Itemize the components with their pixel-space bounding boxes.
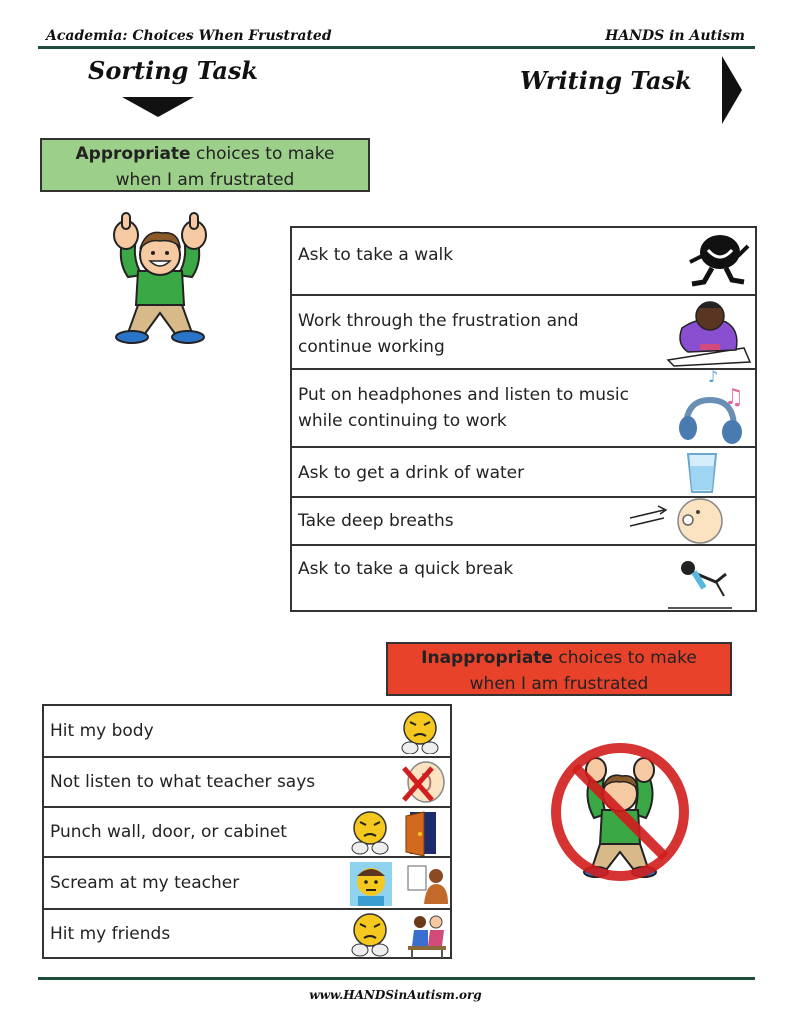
water-glass-icon	[684, 450, 720, 494]
appropriate-label-rest: choices to make	[190, 144, 335, 164]
inappropriate-label	[386, 642, 732, 696]
item-line1: Put on headphones and listen to music	[298, 385, 630, 405]
angry-face-icon	[348, 912, 392, 958]
list-item[interactable]	[292, 296, 755, 370]
inappropriate-label-bold: Inappropriate	[421, 648, 553, 668]
student-writing-icon	[662, 298, 754, 368]
deep-breath-icon	[628, 498, 728, 544]
angry-face-icon	[348, 810, 392, 856]
item-text	[298, 382, 629, 434]
inappropriate-label-line2: when I am frustrated	[469, 674, 649, 694]
thumbs-up-boy-icon	[102, 205, 218, 345]
list-item[interactable]	[292, 370, 755, 448]
sorting-task-title: Sorting Task	[88, 56, 259, 85]
upset-boy-icon	[348, 860, 394, 908]
list-item[interactable]	[44, 706, 450, 758]
footer-rule	[38, 977, 755, 980]
inappropriate-label-rest: choices to make	[552, 648, 697, 668]
list-item[interactable]	[44, 808, 450, 858]
item-line2: while continuing to work	[298, 411, 507, 431]
appropriate-label-bold: Appropriate	[75, 144, 191, 164]
item-text: Hit my friends	[50, 924, 171, 944]
header-org: HANDS in Autism	[605, 28, 745, 44]
item-text: Ask to take a quick break	[298, 559, 514, 579]
header-rule	[38, 46, 755, 49]
headphones-music-icon	[676, 370, 746, 446]
list-item[interactable]	[292, 498, 755, 546]
item-text: Take deep breaths	[298, 511, 454, 531]
friends-icon	[406, 912, 448, 958]
svg-text:♫: ♫	[724, 385, 744, 410]
item-text: Punch wall, door, or cabinet	[50, 822, 287, 842]
teacher-icon	[406, 862, 450, 906]
item-text: Hit my body	[50, 721, 154, 741]
no-sign-boy-icon	[548, 740, 692, 884]
angry-face-icon	[398, 710, 442, 754]
item-line2: continue working	[298, 337, 445, 357]
svg-text:♪: ♪	[708, 370, 719, 386]
item-text: Scream at my teacher	[50, 873, 240, 893]
list-item[interactable]	[292, 448, 755, 498]
header-title: Academia: Choices When Frustrated	[46, 28, 332, 44]
down-arrow-icon	[122, 97, 194, 117]
list-item[interactable]	[44, 758, 450, 808]
appropriate-label-line2: when I am frustrated	[115, 170, 295, 190]
inappropriate-choices-table	[42, 704, 452, 959]
item-text: Ask to take a walk	[298, 245, 454, 265]
item-text	[298, 308, 579, 360]
item-line1: Work through the frustration and	[298, 311, 579, 331]
list-item[interactable]	[292, 228, 755, 296]
writing-task-title: Writing Task	[520, 66, 692, 95]
list-item[interactable]	[44, 910, 450, 959]
appropriate-choices-table	[290, 226, 757, 612]
resting-figure-icon	[664, 552, 754, 610]
item-text: Ask to get a drink of water	[298, 463, 525, 483]
appropriate-label	[40, 138, 370, 192]
next-arrow-icon[interactable]	[722, 56, 742, 124]
door-icon	[402, 810, 442, 856]
walking-figure-icon	[686, 232, 752, 292]
item-text: Not listen to what teacher says	[50, 772, 316, 792]
list-item[interactable]	[292, 546, 755, 612]
footer-url[interactable]: www.HANDSinAutism.org	[309, 988, 482, 1002]
no-listening-icon	[398, 760, 446, 806]
list-item[interactable]	[44, 858, 450, 910]
